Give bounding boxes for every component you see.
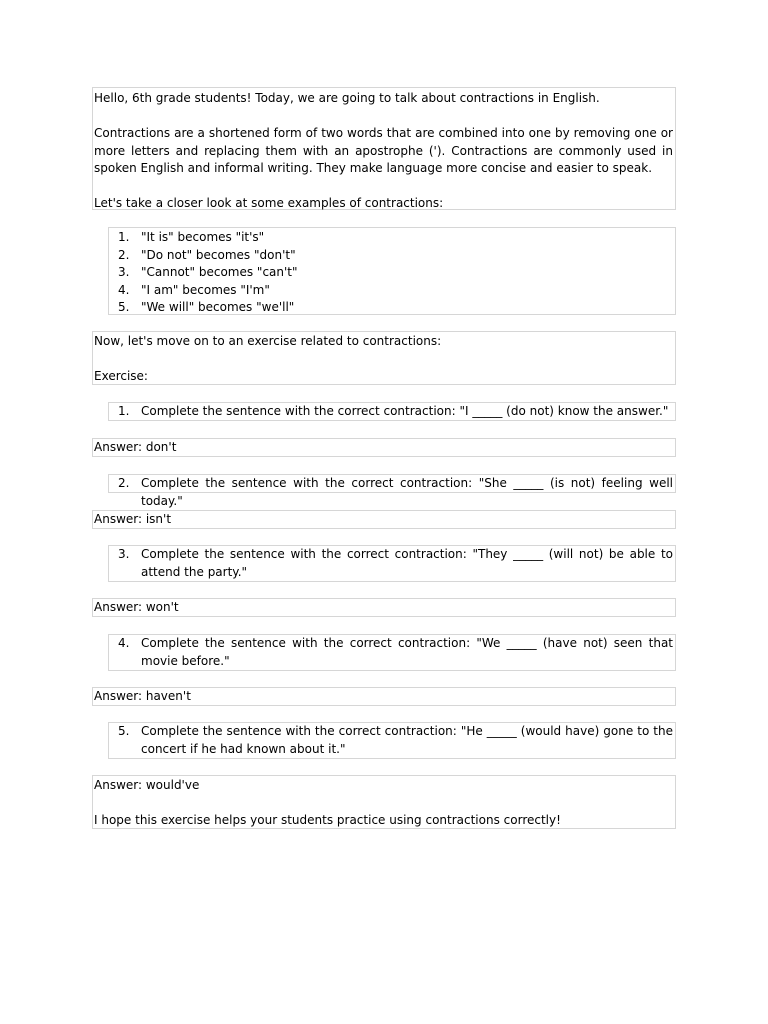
list-item	[111, 264, 673, 282]
example-text: "I am" becomes "I'm"	[141, 282, 270, 297]
exercise-intro-block	[92, 331, 676, 385]
list-number: 1.	[118, 404, 130, 418]
list-number: 3.	[118, 547, 130, 561]
exercise-question-2	[108, 474, 676, 508]
answer-text: Answer: don't	[94, 440, 177, 454]
answer-text: Answer: isn't	[94, 512, 172, 526]
answer-text: Answer: haven't	[94, 689, 191, 703]
list-item	[111, 247, 673, 265]
list-number: 5.	[118, 724, 130, 738]
exercise-question-1	[108, 402, 676, 421]
definition-text: Contractions are a shortened form of two words that are combined into one by removing one or more letters and replacing them with an apostrophe ('). Contractions are commonly used in spoken English and informal writing. They make language more concise and easier to speak.	[94, 126, 673, 175]
closing-block	[92, 775, 676, 829]
question-text: Complete the sentence with the correct contraction: "We _____ (have not) seen that movie before."	[141, 636, 673, 668]
list-number: 2.	[118, 476, 130, 490]
question-text: Complete the sentence with the correct contraction: "He _____ (would have) gone to the concert if he had known about it."	[141, 724, 673, 756]
list-item	[111, 299, 673, 317]
list-number: 2.	[118, 247, 130, 262]
list-item	[111, 282, 673, 300]
example-text: "Cannot" becomes "can't"	[141, 265, 298, 279]
example-text: "It is" becomes "it's"	[141, 230, 265, 244]
example-text: "Do not" becomes "don't"	[141, 247, 296, 262]
exercise-question-5	[108, 722, 676, 759]
exercise-lead-text: Now, let's move on to an exercise related to contractions:	[94, 334, 442, 348]
exercise-question-4	[108, 634, 676, 671]
examples-list	[108, 227, 676, 315]
list-item	[111, 546, 673, 581]
examples-lead-text: Let's take a closer look at some examples of contractions:	[94, 196, 444, 210]
list-item	[111, 475, 673, 510]
greeting-text: Hello, 6th grade students! Today, we are going to talk about contractions in English.	[94, 91, 600, 105]
answer-text: Answer: won't	[94, 600, 179, 614]
list-item	[111, 635, 673, 670]
answer-2	[92, 510, 676, 529]
closing-text: I hope this exercise helps your students practice using contractions correctly!	[94, 813, 561, 827]
answer-text: Answer: would've	[94, 778, 200, 792]
question-text: Complete the sentence with the correct contraction: "She _____ (is not) feeling well today."	[141, 476, 673, 508]
list-number: 1.	[118, 230, 130, 244]
list-number: 3.	[118, 265, 130, 279]
list-item	[111, 403, 673, 421]
list-number: 4.	[118, 282, 130, 297]
exercise-label: Exercise:	[94, 369, 148, 383]
question-text: Complete the sentence with the correct contraction: "I _____ (do not) know the answer."	[141, 404, 669, 418]
answer-1	[92, 438, 676, 457]
example-text: "We will" becomes "we'll"	[141, 300, 295, 314]
list-number: 5.	[118, 300, 130, 314]
list-item	[111, 229, 673, 247]
intro-block	[92, 87, 676, 210]
question-text: Complete the sentence with the correct contraction: "They _____ (will not) be able to attend the party."	[141, 547, 673, 579]
answer-4	[92, 687, 676, 706]
exercise-question-3	[108, 545, 676, 582]
list-number: 4.	[118, 636, 130, 650]
list-item	[111, 723, 673, 758]
answer-3	[92, 598, 676, 617]
